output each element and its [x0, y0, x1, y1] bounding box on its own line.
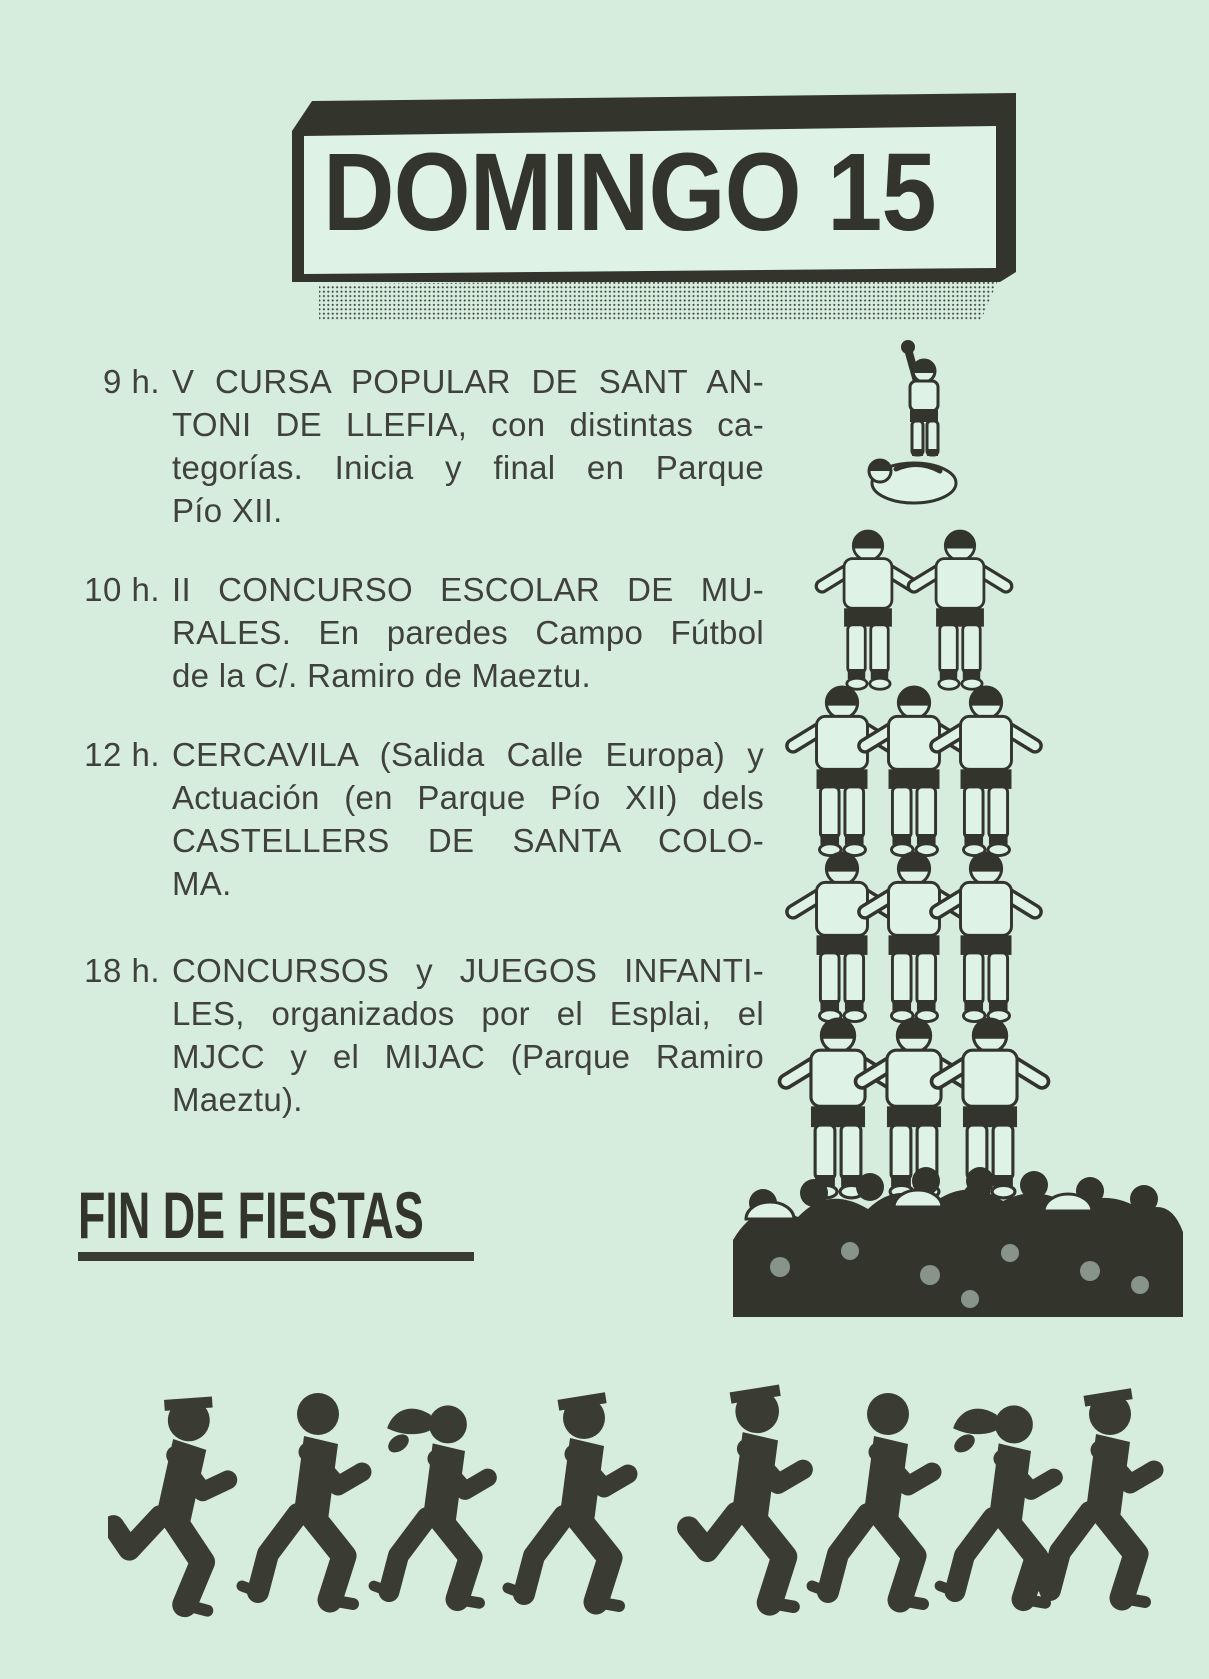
page-title: DOMINGO 15 [323, 130, 936, 254]
description-line: CERCAVILA (Salida Calle Europa) y [172, 736, 764, 773]
runner-silhouette [689, 1385, 803, 1607]
fin-title: FIN DE FIESTAS [78, 1178, 424, 1252]
runner-silhouette [108, 1389, 235, 1611]
time-label: 9 h. [102, 363, 160, 400]
runner-silhouette [242, 1393, 362, 1604]
casteller-figure [937, 853, 1035, 1022]
time-label: 18 h. [84, 952, 160, 989]
pinya-crowd [733, 1167, 1183, 1317]
casteller-figure [786, 1019, 890, 1198]
schedule-item-10h [78, 568, 782, 697]
time-label: 12 h. [84, 736, 160, 773]
runner-silhouette [508, 1392, 628, 1606]
runner-silhouette [812, 1393, 932, 1604]
enxaneta-figure [901, 340, 938, 456]
schedule-item-18h [78, 949, 782, 1121]
description-line: Actuación (en Parque Pío XII) dels [172, 779, 764, 816]
description-line: MA. [172, 865, 232, 902]
title-banner [283, 88, 1028, 326]
description-line: de la C/. Ramiro de Maeztu. [172, 657, 591, 694]
description-line: V CURSA POPULAR DE SANT AN- [172, 363, 764, 400]
description-line: Maeztu). [172, 1081, 303, 1118]
runner-silhouette [940, 1405, 1054, 1603]
schedule-item-12h [78, 733, 782, 905]
casteller-figure [914, 531, 1006, 689]
runners-illustration [108, 1378, 1168, 1628]
casteller-figure [862, 1019, 966, 1198]
casteller-figure [865, 687, 963, 856]
description-line: Pío XII. [172, 492, 283, 529]
runner-silhouette [374, 1405, 488, 1603]
castellers-illustration [718, 335, 1198, 1325]
event-description [172, 568, 764, 697]
casteller-figure [822, 531, 914, 689]
schedule-list [78, 360, 782, 1121]
time-label: 10 h. [84, 571, 160, 608]
description-line: CONCURSOS y JUEGOS INFANTI- [172, 952, 764, 989]
fin-de-fiestas-heading [78, 1180, 476, 1261]
description-line: MJCC y el MIJAC (Parque Ramiro [172, 1038, 764, 1075]
schedule-item-9h [78, 360, 782, 532]
casteller-figure [937, 687, 1035, 856]
event-description [172, 733, 764, 905]
event-description [172, 949, 764, 1121]
casteller-figure [865, 853, 963, 1022]
banner-shadow [319, 278, 999, 320]
description-line: II CONCURSO ESCOLAR DE MU- [172, 571, 764, 608]
description-line: LES, organizados por el Esplai, el [172, 995, 764, 1032]
casteller-figure [938, 1019, 1042, 1198]
runner-silhouette [1034, 1388, 1154, 1602]
description-line: TONI DE LLEFIA, con distintas ca- [172, 406, 764, 443]
casteller-figure [793, 853, 891, 1022]
casteller-figure [793, 687, 891, 856]
description-line: tegorías. Inicia y final en Parque [172, 449, 764, 486]
event-description [172, 360, 764, 532]
fin-underline [78, 1252, 474, 1261]
description-line: CASTELLERS DE SANTA COLO- [172, 822, 764, 859]
description-line: RALES. En paredes Campo Fútbol [172, 614, 764, 651]
acotxador-figure [869, 460, 956, 503]
